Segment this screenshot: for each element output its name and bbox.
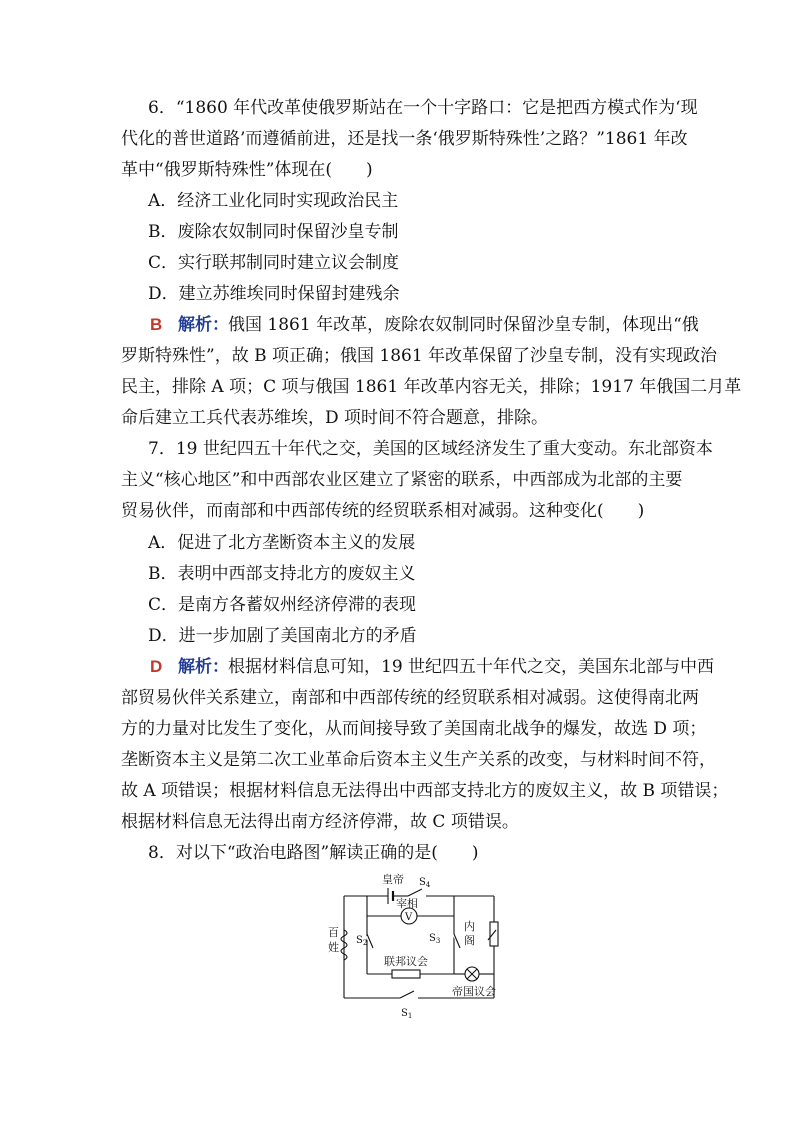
label-emperor: 皇帝 [382,873,404,886]
label-s1: $S_1$ [401,1008,413,1020]
label-s2: $S_2$ [356,935,368,947]
exam-page: 6．“1860 年代改革使俄罗斯站在一个十字路口：它是把西方模式作为‘现 代化的普世道路’而遵循前进，还是找一条‘俄罗斯特殊性’之路？”1861 年改 革中“俄罗斯特殊性”体现在( ) A．经济工业化同时实现政治民主 B．废除农奴制同时保留沙皇专制 C．实行联邦制同时建立议会制度 D．建立苏维埃同时保留封建残余 B 解析： 俄国 1861 年改革，废除农奴制同时保留沙皇专制，体现出“俄 罗斯特殊性”，故 B 项正确；俄国 1861 年改革保留了沙皇专制，没有实现政治 民主，排除 A 项；C 项与俄国 1861 年改革内容无关，排除；1917 年俄国二月革 命后建立工兵代表苏维埃，D 项时间不符合题意，排除。 7．19 世纪四五十年代之交，美国的区域经济发生了重大变动。东北部资本 主义“核心地区”和中西部农业区建立了紧密的联系，中西部成为北部的主要 贸易伙伴，而南部和中西部传统的经贸联系相对减弱。这种变化( ) A．促进了北方垄断资本主义的发展 B．表明中西部支持北方的废奴主义 C．是南方各蓄奴州经济停滞的表现 D．进一步加剧了美国南北方的矛盾 D 解析： 根据材料信息可知，19 世纪四五十年代之交，美国东北部与中西 部贸易伙伴关系建立，南部和中西部传统的经贸联系相对减弱。这使得南北两 方的力量对比发生了变化，从而间接导致了美国南北战争的爆发，故选 D 项； 垄断资本主义是第二次工业革命后资本主义生产关系的改变，与材料时间不符， 故 A 项错误；根据材料信息无法得出中西部支持北方的废奴主义，故 B 项错误； 根据材料信息无法得出南方经济停滞，故 C 项错误。 8．对以下“政治电路图”解读正确的是( ) 皇帝 $S_4$ 宰相 V 百 姓 $S_2$ $S_3$ 内 阁 联邦议会 帝国议会 $S_1$ [0,0,794,1123]
federal-council-resistor [392,970,420,978]
label-cabinet-char-1: 内 [464,920,475,933]
q7-answer: D [150,657,163,676]
q6-analysis-label: 解析： [178,315,229,334]
label-cabinet-char-2: 阁 [464,934,475,947]
q7-analysis-label: 解析： [178,657,229,676]
label-people-char-1: 百 [328,926,339,939]
switch-s3-blade [454,934,460,948]
label-s3: $S_3$ [429,933,441,945]
label-chancellor: 宰相 [396,897,418,910]
label-people-char-2: 姓 [328,941,339,954]
label-imperial-diet: 帝国议会 [452,985,496,998]
political-circuit-diagram [322,870,508,1026]
q6-answer: B [150,315,163,334]
voltmeter-letter: V [405,912,413,923]
label-s4: $S_4$ [419,877,431,889]
switch-s1-blade [400,991,414,998]
cabinet-rheostat-arrow [488,930,496,940]
switch-s4-blade [408,889,422,896]
cabinet-resistor [490,922,498,946]
label-federal-council: 联邦议会 [384,955,428,968]
